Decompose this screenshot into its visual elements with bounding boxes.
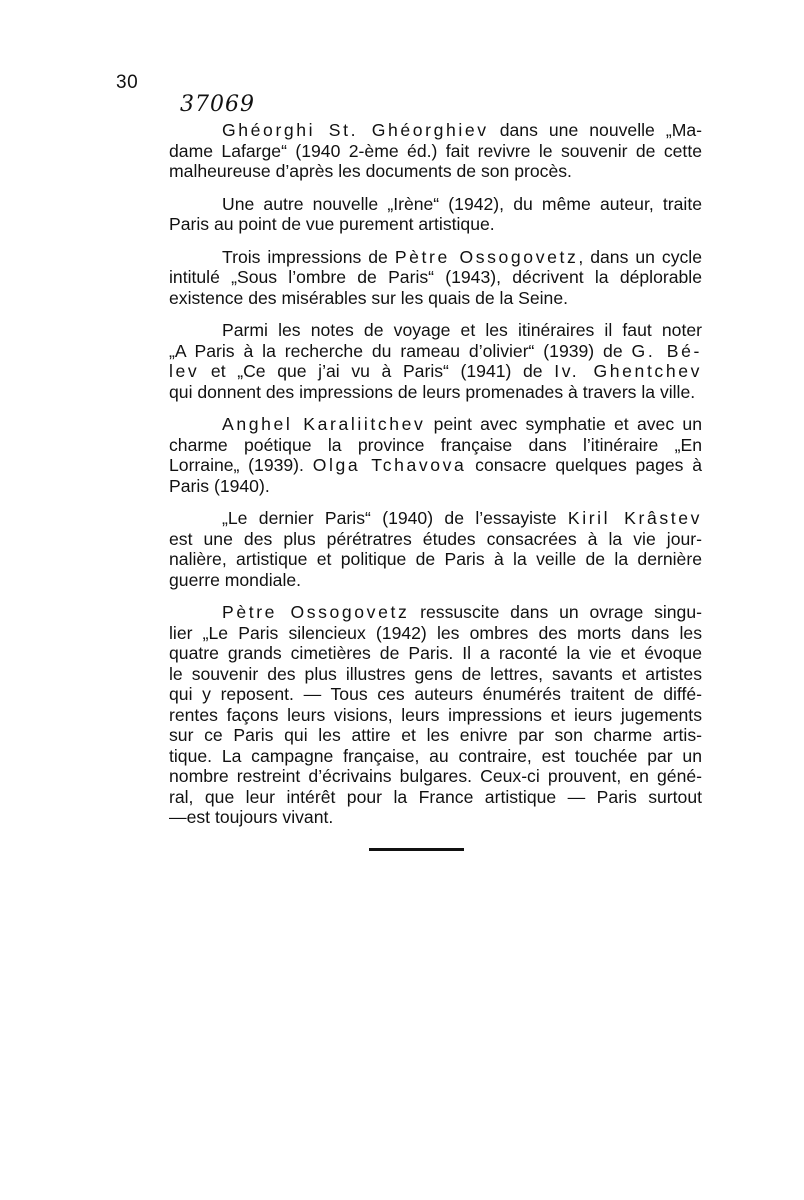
page-number: 30 [116, 72, 139, 93]
text-line [116, 141, 702, 162]
text-run: Lorraine„ (1939). [169, 455, 313, 475]
text-line [116, 664, 702, 685]
text-run: nalière, artistique et politique de Paris à la veille de la dernière [169, 549, 702, 569]
body-text [116, 120, 702, 840]
text-line [116, 382, 702, 403]
text-run: dans une nouvelle „Ma- [488, 120, 702, 140]
paragraph-p2 [116, 194, 702, 235]
author-name: Olga Tchavova [312, 455, 467, 475]
closing-rule [369, 848, 464, 851]
author-name: Ghéorghi St. Ghéorghiev [222, 120, 489, 140]
author-name: G. Bé- [631, 340, 702, 361]
text-run: et „Ce que j’ai vu à Paris“ (1941) de [199, 361, 555, 381]
paragraph-p1 [116, 120, 702, 182]
text-run: Parmi les notes de voyage et les itinéraires il faut noter [222, 320, 702, 340]
text-line [116, 529, 702, 550]
text-line [116, 341, 702, 362]
text-line [116, 414, 702, 435]
text-line [116, 120, 702, 141]
text-run: intitulé „Sous l’ombre de Paris“ (1943), décrivent la déplorable [169, 267, 702, 287]
text-run: consacre quelques pages à [466, 455, 702, 475]
author-name: Iv. Ghentchev [554, 361, 702, 381]
paragraph-p5 [116, 414, 702, 496]
text-run: ressuscite dans un ovrage singu- [409, 602, 702, 622]
author-name: lev [169, 361, 200, 381]
paragraph-p4 [116, 320, 702, 402]
text-run: peint avec symphatie et avec un [425, 414, 702, 434]
text-line [116, 267, 702, 288]
text-line [116, 643, 702, 664]
text-run: quatre grands cimetières de Paris. Il a raconté la vie et évoque [169, 643, 702, 663]
text-run: , dans un cycle [578, 246, 702, 267]
text-line [116, 602, 702, 623]
text-line [116, 214, 702, 235]
text-line [116, 361, 702, 382]
text-run: Paris (1940). [169, 475, 270, 496]
text-run: sur ce Paris qui les attire et les enivre par son charme artis- [169, 725, 702, 745]
text-line [116, 194, 702, 215]
text-run: le souvenir des plus illustres gens de lettres, savants et artistes [169, 663, 702, 684]
text-run: Une autre nouvelle „Irène“ (1942), du même auteur, traite [222, 193, 702, 214]
text-run: rentes façons leurs visions, leurs impressions et ieurs jugements [169, 704, 702, 725]
text-line [116, 766, 702, 787]
handwritten-shelfmark: 37069 [180, 92, 255, 117]
text-run: „Le dernier Paris“ (1940) de l’essayiste [222, 508, 568, 528]
author-name: Kiril Krâstev [567, 508, 702, 528]
text-run: tique. La campagne française, au contraire, est touchée par un [169, 745, 702, 766]
text-run: nombre restreint d’écrivains bulgares. Ceux-ci prouvent, en géné- [169, 766, 702, 786]
paragraph-p3 [116, 247, 702, 309]
text-line [116, 705, 702, 726]
text-run: Trois impressions de [222, 246, 395, 267]
text-run: dame Lafarge“ (1940 2-ème éd.) fait revivre le souvenir de cette [169, 140, 702, 161]
text-run: Paris au point de vue purement artistique. [169, 214, 495, 234]
text-run: existence des misérables sur les quais de la Seine. [169, 287, 569, 308]
text-run: guerre mondiale. [169, 569, 302, 590]
author-name: Pètre Ossogovetz [222, 602, 410, 622]
text-run: qui donnent des impressions de leurs promenades à travers la ville. [169, 381, 696, 402]
text-line [116, 549, 702, 570]
author-name: Anghel Karaliitchev [222, 414, 426, 434]
text-line [116, 161, 702, 182]
text-line [116, 508, 702, 529]
text-run: est une des plus pérétratres études consacrées à la vie jour- [169, 528, 702, 549]
text-run: qui y reposent. — Tous ces auteurs énumérés traitent de diffé- [169, 684, 702, 704]
text-line [116, 807, 702, 828]
text-line [116, 623, 702, 644]
paragraph-p6 [116, 508, 702, 590]
text-line [116, 746, 702, 767]
text-run: malheureuse d’après les documents de son procès. [169, 161, 572, 181]
text-line [116, 725, 702, 746]
paragraph-p7 [116, 602, 702, 828]
text-line [116, 288, 702, 309]
text-run: —est toujours vivant. [169, 807, 334, 827]
text-run: „A Paris à la recherche du rameau d’olivier“ (1939) de [169, 340, 632, 361]
text-run: lier „Le Paris silencieux (1942) les ombres des morts dans les [169, 622, 702, 643]
text-run: ral, que leur intérêt pour la France artistique — Paris surtout [169, 786, 702, 807]
text-line [116, 684, 702, 705]
author-name: Pètre Ossogovetz [394, 246, 579, 267]
text-line [116, 320, 702, 341]
text-line [116, 787, 702, 808]
text-line [116, 476, 702, 497]
text-line [116, 570, 702, 591]
text-line [116, 455, 702, 476]
text-line [116, 435, 702, 456]
text-line [116, 247, 702, 268]
text-run: charme poétique la province française dans l’itinéraire „En [169, 434, 702, 455]
